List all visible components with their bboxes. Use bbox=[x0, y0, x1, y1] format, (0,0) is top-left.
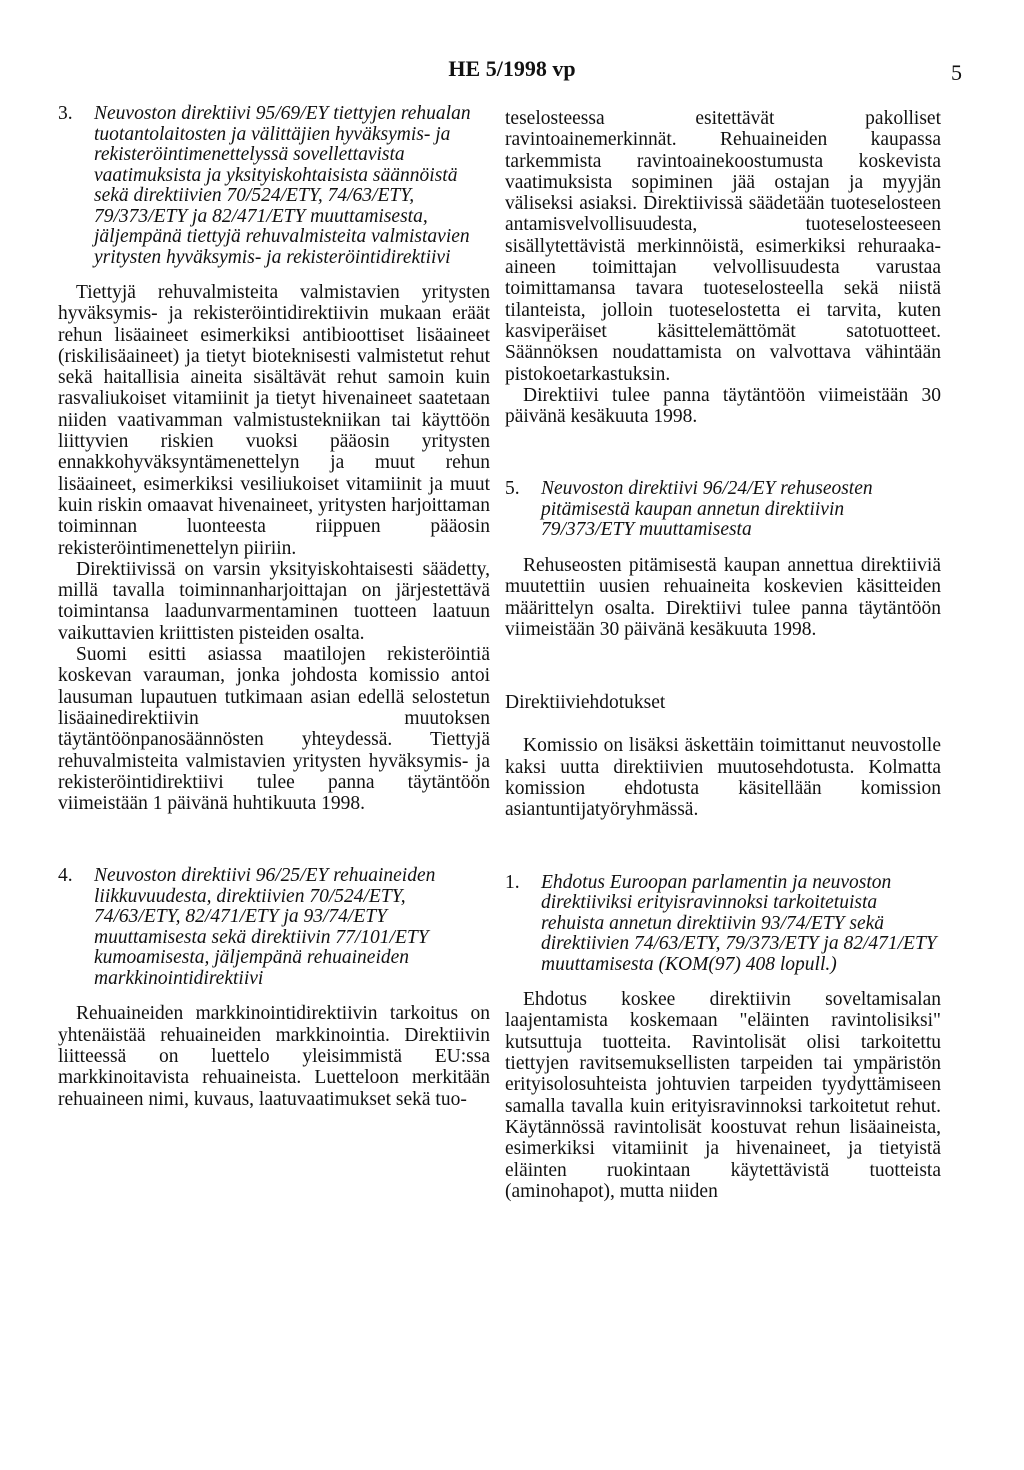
proposal-1-heading bbox=[505, 873, 941, 976]
paragraph: Rehuaineiden markkinointidirektiivin tarkoitus on yhtenäistää rehuaineiden markkinointia. Direktiivin liitteessä on luettelo yleisimmistä EU:ssa markkinoitavista rehuaineista. Luetteloon merkitään rehuaineen nimi, kuvaus, laatuvaatimukset sekä tuo- bbox=[58, 1003, 490, 1110]
section-title: Neuvoston direktiivi 95/69/EY tiettyjen rehualan tuotantolaitosten ja välittäjien hyväksymis- ja rekisteröintimenettelyssä sovellettavista vaatimuksista ja yksityiskohtaisista säännöistä sekä direktiivien 70/524/ETY, 74/63/ETY, 79/373/ETY ja 82/471/ETY muuttamisesta, jäljempänä tiettyjä rehuvalmisteita valmistavien yritysten hyväksymis- ja rekisteröintidirektiivi bbox=[94, 103, 471, 268]
paragraph: Ehdotus koskee direktiivin soveltamisalan laajentamista koskemaan "eläinten ravintolisiksi" kutsuttuja tuotteita. Ravintolisät olisi tarkoitettu tiettyjen ravitsemuksellisten tarpeiden tai ympäristön erityisolosuhteista johtuvien tarpeiden tyydyttämiseen samalla tavalla kuin erityisravinnoksi tarkoitetut rehut. Käytännössä ravintolisät koostuvat rehun lisäaineista, esimerkiksi vitamiinit ja hivenaineet, ja tietyistä eläinten ruokintaan käytettävistä tuotteista (aminohapot), mutta niiden bbox=[505, 989, 941, 1202]
paragraph: Komissio on lisäksi äskettäin toimittanut neuvostolle kaksi uutta direktiivien muutosehdotusta. Kolmatta komission ehdotusta käsitellään komission asiantuntijatyöryhmässä. bbox=[505, 735, 941, 821]
section-number: 4. bbox=[58, 865, 73, 887]
section-title: Ehdotus Euroopan parlamentin ja neuvoston direktiiviksi erityisravinnoksi tarkoitetuista rehuista annetun direktiivin 93/74/ETY sekä direktiivien 74/63/ETY, 79/373/ETY ja 82/471/ETY muuttamisesta (KOM(97) 408 lopull.) bbox=[541, 871, 937, 975]
section-3-heading bbox=[58, 104, 490, 268]
page-number: 5 bbox=[951, 60, 962, 85]
paragraph: Rehuseosten pitämisestä kaupan annettua direktiiviä muutettiin uusien rehuaineita koskevien käsitteiden määrittelyn osalta. Direktiivi tulee panna täytäntöön viimeistään 30 päivänä kesäkuuta 1998. bbox=[505, 554, 941, 640]
paragraph: Direktiivissä on varsin yksityiskohtaisesti säädetty, millä tavalla toiminnanharjoittajan on järjestettävä toimintansa laadunvarmentaminen tuotteen laatuun vaikuttavien kriittisten pisteiden osalta. bbox=[58, 558, 490, 644]
paragraph: Tiettyjä rehuvalmisteita valmistavien yritysten hyväksymis- ja rekisteröintidirektiivin mukaan eräät rehun lisäaineet esimerkiksi antibioottiset lisäaineet (riskilisäaineet) ja tietyt bioteknisesti valmistetut rehut sekä haitallisia aineita sisältävät rehut samoin kuin rasvaliukoiset vitamiinit ja tietyt hivenaineet saatetaan niiden vaativamman valmistustekniikan tai käyttöön liittyvien riskien vuoksi pääosin yritysten ennakkohyväksyntämenettelyn ja muut rehun lisäaineet, esimerkiksi vesiliukoiset vitamiinit ja muut kuin riskin omaavat hivenaineet, yritysten harjoittaman toiminnan luonteesta riippuen pääosin rekisteröintimenettelyn piiriin. bbox=[58, 282, 490, 559]
section-4-heading bbox=[58, 866, 490, 989]
left-column bbox=[58, 104, 490, 1110]
right-column bbox=[505, 108, 941, 1202]
page-header bbox=[0, 56, 1024, 88]
subsection-heading: Direktiiviehdotukset bbox=[505, 692, 666, 714]
paragraph: Direktiivi tulee panna täytäntöön viimeistään 30 päivänä kesäkuuta 1998. bbox=[505, 384, 941, 428]
section-number: 3. bbox=[58, 103, 73, 124]
section-number: 1. bbox=[505, 871, 520, 893]
section-title: Neuvoston direktiivi 96/24/EY rehuseosten pitämisestä kaupan annetun direktiivin 79/373/ETY muuttamisesta bbox=[541, 478, 873, 541]
paragraph-continued: teselosteessa esitettävät pakolliset ravintoainemerkinnät. Rehuaineiden kaupassa tarkemmista ravintoainekoostumusta koskevista vaatimuksista sopiminen jää ostajan ja myyjän väliseksi asiaksi. Direktiivissä säädetään tuoteselosteen antamisvelvollisuudesta, tuoteselosteeseen sisällytettävistä merkinnöistä, esimerkiksi rehuraaka-aineen toimittajan velvollisuudesta varustaa toimittamansa tavara tuoteselosteella sekä niistä tilanteista, jolloin tuoteselostetta ei tarvita, kuten kasviperäiset käsittelemättömät satotuotteet. Säännöksen noudattamista on valvottava vähintään pistokoetarkastuksin. bbox=[505, 108, 941, 385]
document-title: HE 5/1998 vp bbox=[448, 56, 576, 81]
section-title: Neuvoston direktiivi 96/25/EY rehuaineiden liikkuvuudesta, direktiivien 70/524/ETY, 74/63/ETY, 82/471/ETY ja 93/74/ETY muuttamisesta sekä direktiivin 77/101/ETY kumoamisesta, jäljempänä rehuaineiden markkinointidirektiivi bbox=[94, 865, 436, 989]
section-5-heading bbox=[505, 479, 941, 541]
section-number: 5. bbox=[505, 478, 520, 500]
paragraph: Suomi esitti asiassa maatilojen rekisteröintiä koskevan varauman, jonka johdosta komissio antoi lausuman lupautuen tutkimaan asian edellä selostetun lisäainedirektiivin muutoksen täytäntöönpanosäännösten yhteydessä. Tiettyjä rehuvalmisteita valmistavien yritysten hyväksymis- ja rekisteröintidirektiivi tulee panna täytäntöön viimeistään 1 päivänä huhtikuuta 1998. bbox=[58, 644, 490, 815]
